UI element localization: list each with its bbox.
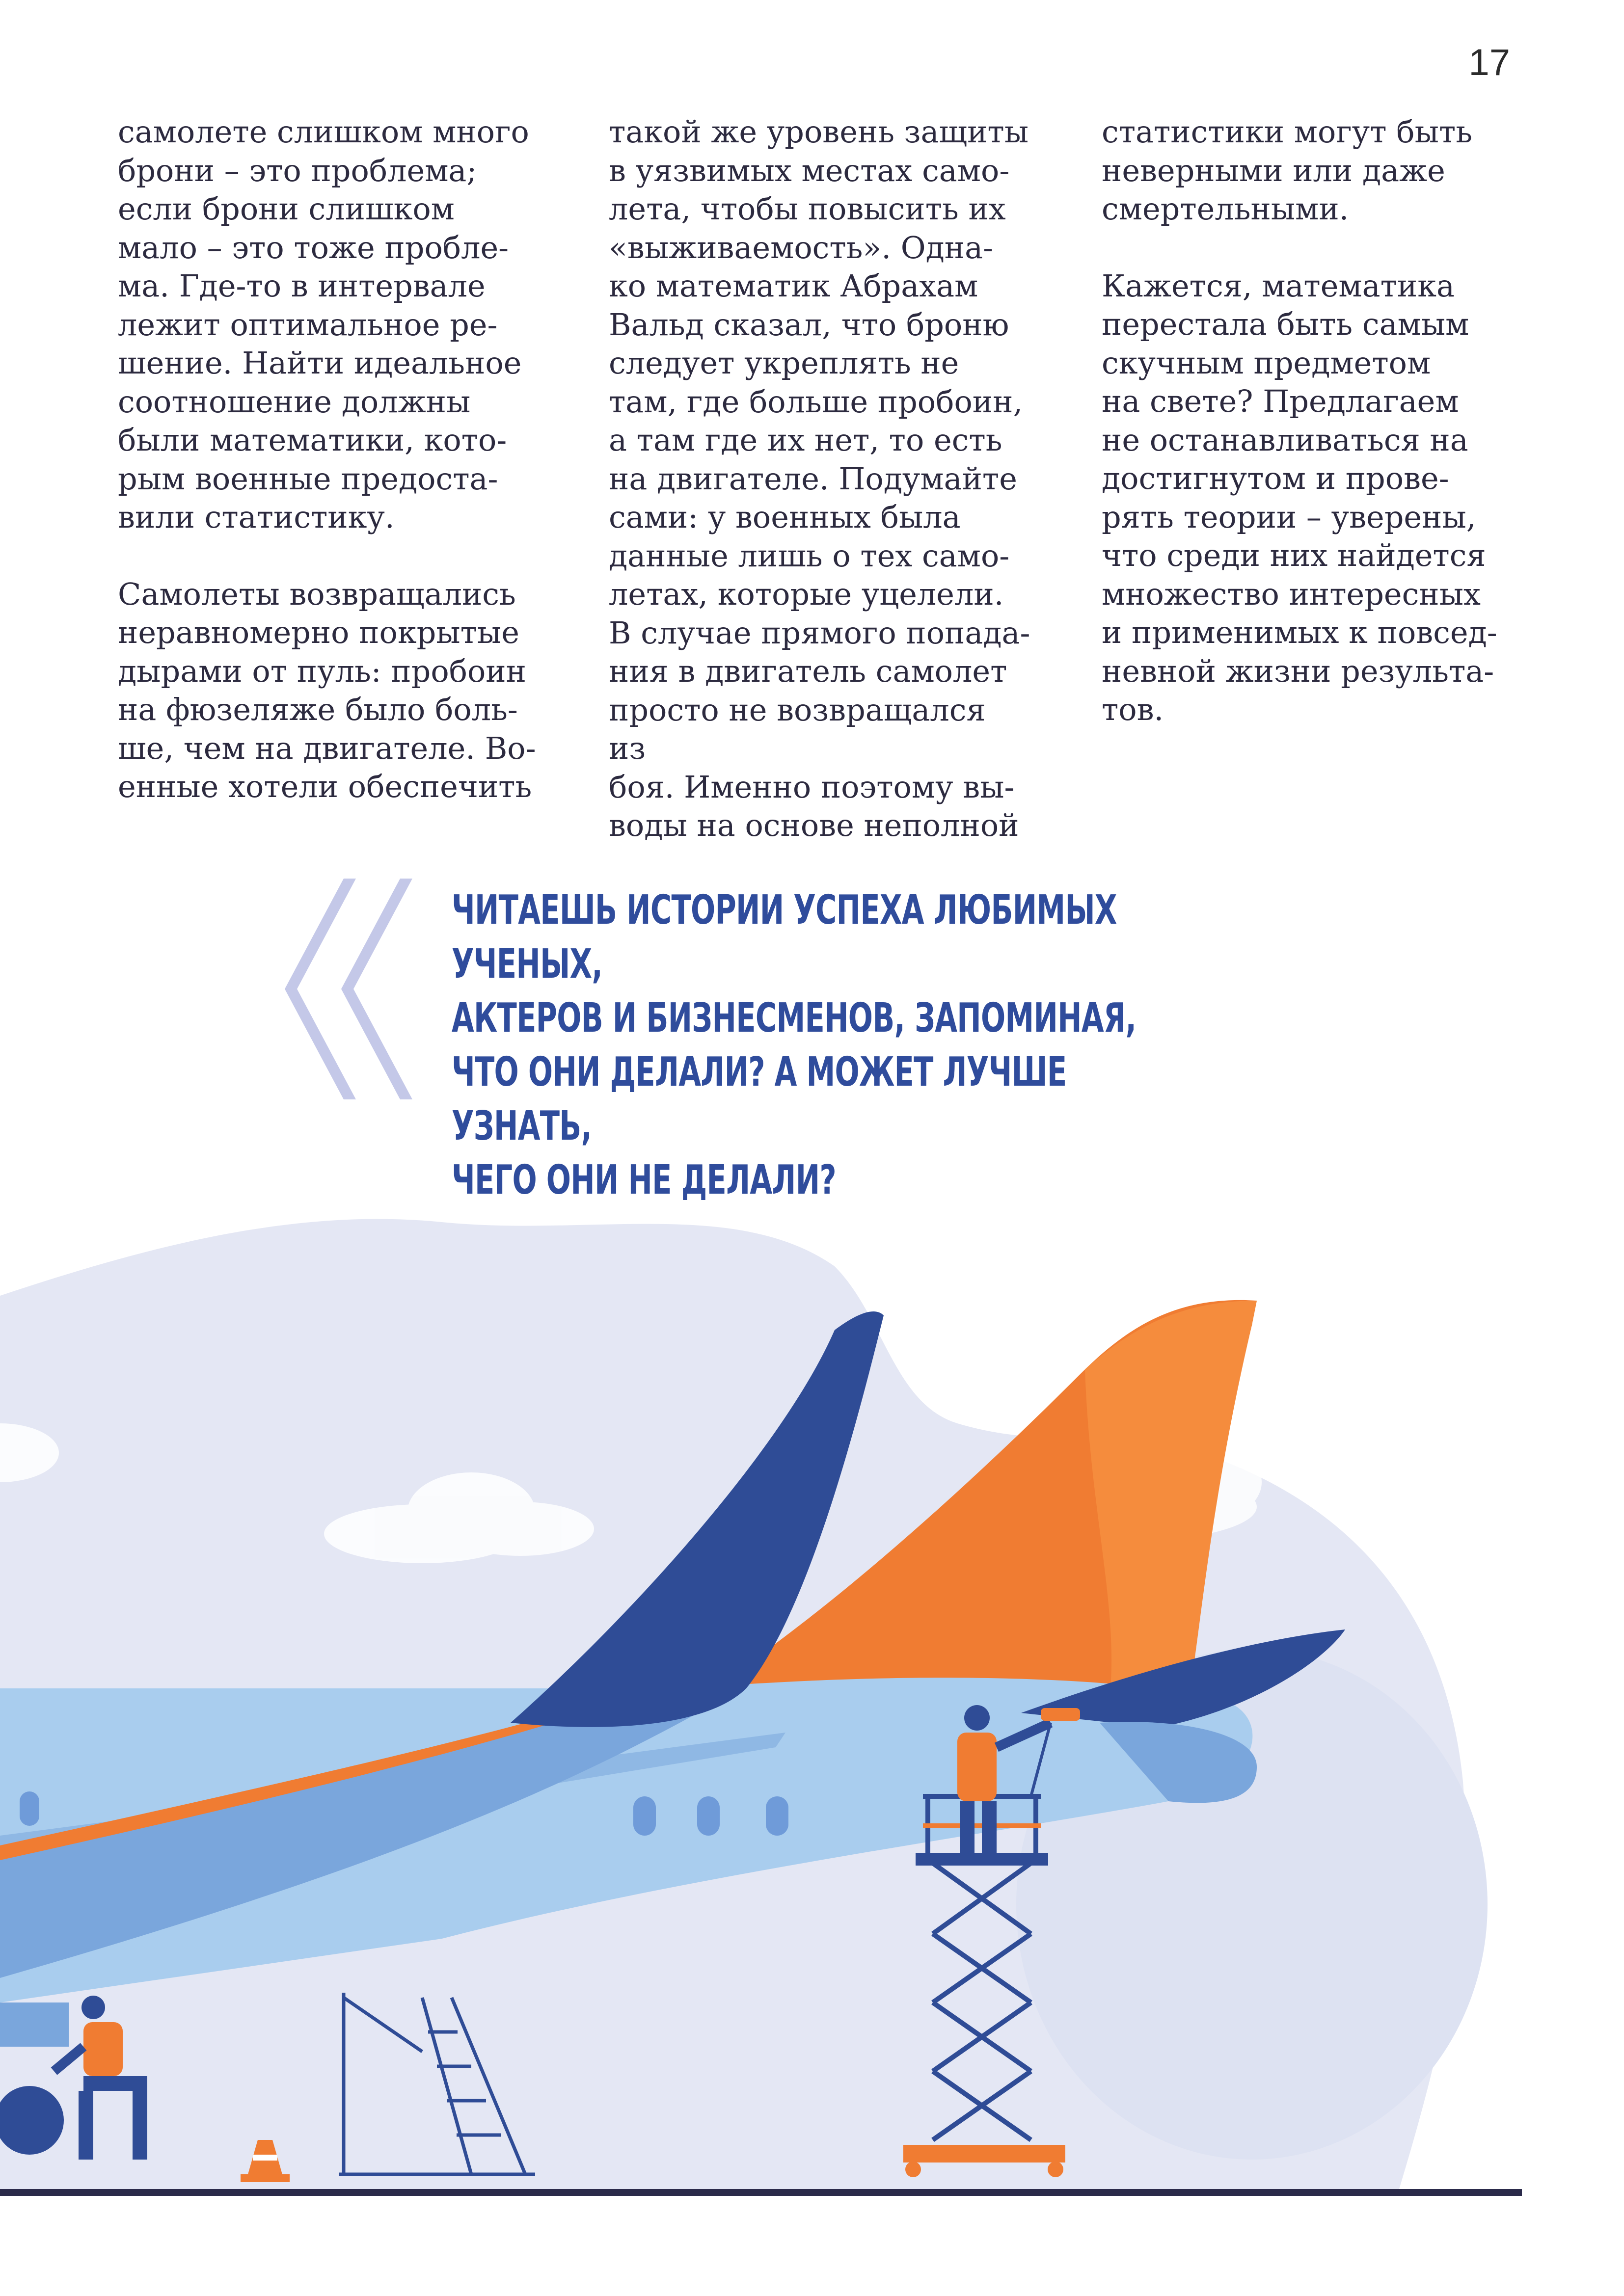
paragraph: статистики могут быть неверными или даже смертельными. xyxy=(1102,114,1472,227)
lift-base xyxy=(903,2145,1065,2163)
text-column-3 xyxy=(1102,113,1524,729)
pull-quote: ЧИТАЕШЬ ИСТОРИИ УСПЕХА ЛЮБИМЫХ УЧЕНЫХ, АКТЕРОВ И БИЗНЕСМЕНОВ, ЗАПОМИНАЯ, ЧТО ОНИ ДЕЛАЛИ? А МОЖЕТ ЛУЧШЕ УЗНАТЬ, ЧЕГО ОНИ НЕ ДЕЛАЛИ? xyxy=(452,887,1137,1203)
airplane-maintenance-illustration xyxy=(0,1168,1624,2228)
text-column-1 xyxy=(118,113,540,806)
paragraph: Самолеты возвращались неравномерно покрытые дырами от пуль: пробоин на фюзеляже было боль- ше, чем на двигателе. Во- енные хотели обеспечить xyxy=(118,576,536,804)
double-chevron-quote-icon xyxy=(270,879,427,1099)
text-column-2 xyxy=(609,113,1031,845)
paragraph: такой же уровень защиты в уязвимых местах само- лета, чтобы повысить их «выживаемость». Одна- ко математик Абрахам Вальд сказал, что броню следует укреплять не там, где больше пробоин, а там где их нет, то есть на двигателе. Подумайте сами: у военных была данные лишь о тех само- летах, которые уцелели. В случае прямого попада- ния в двигатель самолет просто не возвращался из боя. Именно поэтому вы- воды на основе неполной xyxy=(609,114,1030,843)
paragraph: Кажется, математика перестала быть самым скучным предметом на свете? Предлагаем не останавливаться на достигнутом и прове- рять теории – уверены, что среди них найдется множество интересных и применимых к повсед- невной жизни результа- тов. xyxy=(1102,267,1497,727)
ground-line xyxy=(0,2189,1522,2196)
paragraph: самолете слишком много брони – это проблема; если брони слишком мало – это тоже пробле- ма. Где-то в интервале лежит оптимальное ре- шение. Найти идеальное соотношение должны были математики, кото- рым военные предоста- вили статистику. xyxy=(118,114,529,535)
page-number: 17 xyxy=(1468,42,1510,83)
